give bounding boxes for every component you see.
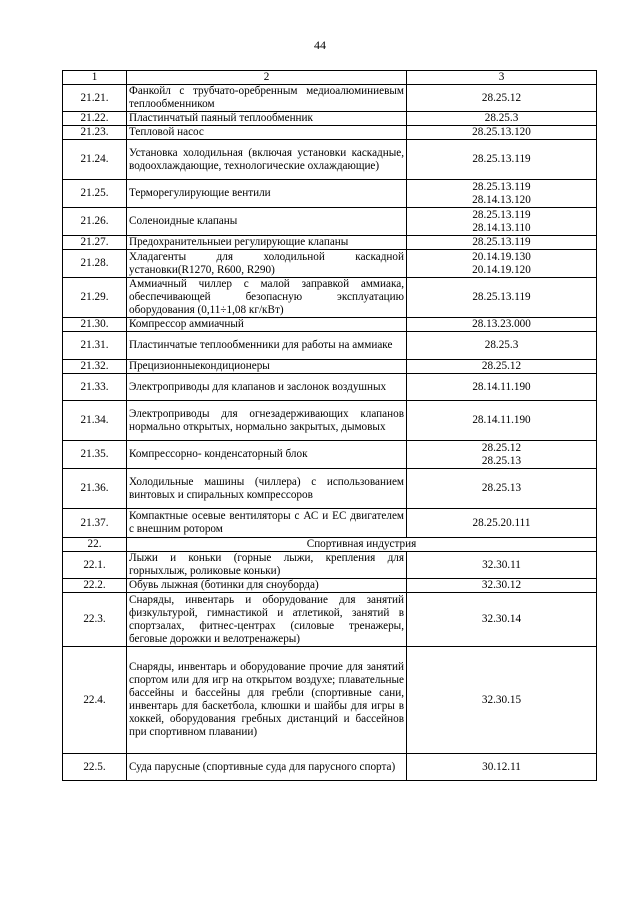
row-number: 21.26. bbox=[63, 208, 127, 236]
okpd-code: 28.25.3 bbox=[407, 332, 597, 360]
item-name: Прецизионныекондиционеры bbox=[127, 360, 407, 374]
okpd-code: 28.25.13.119 28.14.13.120 bbox=[407, 180, 597, 208]
row-number: 21.36. bbox=[63, 469, 127, 509]
row-number: 21.28. bbox=[63, 250, 127, 278]
row-number: 21.29. bbox=[63, 278, 127, 318]
table-row bbox=[63, 126, 597, 140]
okpd-code: 32.30.12 bbox=[407, 579, 597, 593]
item-name: Пластинчатые теплообменники для работы на аммиаке bbox=[127, 332, 407, 360]
okpd-code: 32.30.11 bbox=[407, 552, 597, 579]
okpd-code: 28.25.13.119 bbox=[407, 278, 597, 318]
table-row bbox=[63, 441, 597, 469]
item-name: Суда парусные (спортивные суда для парусного спорта) bbox=[127, 754, 407, 781]
row-number: 21.21. bbox=[63, 85, 127, 112]
item-name: Компрессорно- конденсаторный блок bbox=[127, 441, 407, 469]
okpd-code: 28.25.3 bbox=[407, 112, 597, 126]
table-row bbox=[63, 374, 597, 401]
item-name: Пластинчатый паяный теплообменник bbox=[127, 112, 407, 126]
row-number: 21.27. bbox=[63, 236, 127, 250]
okpd-code: 30.12.11 bbox=[407, 754, 597, 781]
item-name: Тепловой насос bbox=[127, 126, 407, 140]
table-row bbox=[63, 112, 597, 126]
item-name: Аммиачный чиллер с малой заправкой аммиака, обеспечивающей безопасную эксплуатацию оборудования (0,11÷1,08 кг/кВт) bbox=[127, 278, 407, 318]
item-name: Соленоидные клапаны bbox=[127, 208, 407, 236]
item-name: Снаряды, инвентарь и оборудование для занятий физкультурой, гимнастикой и атлетикой, занятий в спортзалах, фитнес-центрах (силовые тренажеры, беговые дорожки и велотренажеры) bbox=[127, 593, 407, 647]
item-name: Лыжи и коньки (горные лыжи, крепления для горныхлыж, роликовые коньки) bbox=[127, 552, 407, 579]
table-row bbox=[63, 180, 597, 208]
row-number: 22.2. bbox=[63, 579, 127, 593]
page-number: 44 bbox=[314, 38, 326, 52]
header-col-2: 2 bbox=[127, 71, 407, 85]
item-name: Электроприводы для клапанов и заслонок воздушных bbox=[127, 374, 407, 401]
row-number: 21.32. bbox=[63, 360, 127, 374]
okpd-code: 28.25.12 28.25.13 bbox=[407, 441, 597, 469]
row-number: 21.30. bbox=[63, 318, 127, 332]
okpd-code: 28.25.13.119 bbox=[407, 140, 597, 180]
header-col-1: 1 bbox=[63, 71, 127, 85]
row-number: 21.37. bbox=[63, 509, 127, 538]
table-row bbox=[63, 401, 597, 441]
table-row bbox=[63, 208, 597, 236]
okpd-code: 32.30.14 bbox=[407, 593, 597, 647]
row-number: 22.5. bbox=[63, 754, 127, 781]
table-row bbox=[63, 579, 597, 593]
row-number: 21.24. bbox=[63, 140, 127, 180]
classification-table bbox=[62, 70, 597, 781]
table-row bbox=[63, 140, 597, 180]
item-name: Фанкойл с трубчато-оребренным медиоалюминиевым теплообменником bbox=[127, 85, 407, 112]
okpd-code: 28.25.13.119 bbox=[407, 236, 597, 250]
row-number: 21.22. bbox=[63, 112, 127, 126]
table-row bbox=[63, 469, 597, 509]
row-number: 21.31. bbox=[63, 332, 127, 360]
item-name: Установка холодильная (включая установки каскадные, водоохлаждающие, технологические охлаждающие) bbox=[127, 140, 407, 180]
okpd-code: 28.14.11.190 bbox=[407, 374, 597, 401]
table-row bbox=[63, 250, 597, 278]
okpd-code: 28.25.13.119 28.14.13.110 bbox=[407, 208, 597, 236]
table-row bbox=[63, 318, 597, 332]
row-number: 21.23. bbox=[63, 126, 127, 140]
table-row bbox=[63, 85, 597, 112]
table-row bbox=[63, 647, 597, 754]
item-name: Холодильные машины (чиллера) с использованием винтовых и спиральных компрессоров bbox=[127, 469, 407, 509]
item-name: Предохранительныеи регулирующие клапаны bbox=[127, 236, 407, 250]
header-col-3: 3 bbox=[407, 71, 597, 85]
row-number: 21.35. bbox=[63, 441, 127, 469]
okpd-code: 28.25.20.111 bbox=[407, 509, 597, 538]
item-name: Снаряды, инвентарь и оборудование прочие для занятий спортом или для игр на открытом воздухе; плавательные бассейны и бассейны для гребли (спортивные сани, инвентарь для баскетбола, клюшки и шайбы для игры в хоккей, оборудования гребных дистанций и бассейнов при спортивном плавании) bbox=[127, 647, 407, 754]
table-row bbox=[63, 754, 597, 781]
okpd-code: 32.30.15 bbox=[407, 647, 597, 754]
okpd-code: 28.25.12 bbox=[407, 85, 597, 112]
table-row bbox=[63, 593, 597, 647]
okpd-code: 28.25.13 bbox=[407, 469, 597, 509]
okpd-code: 28.13.23.000 bbox=[407, 318, 597, 332]
table-row bbox=[63, 552, 597, 579]
table-row bbox=[63, 509, 597, 538]
section-row bbox=[63, 538, 597, 552]
item-name: Хладагенты для холодильной каскадной установки(R1270, R600, R290) bbox=[127, 250, 407, 278]
okpd-code: 28.14.11.190 bbox=[407, 401, 597, 441]
item-name: Компрессор аммиачный bbox=[127, 318, 407, 332]
table-row bbox=[63, 236, 597, 250]
item-name: Электроприводы для огнезадерживающих клапанов нормально открытых, нормально закрытых, дымовых bbox=[127, 401, 407, 441]
row-number: 22. bbox=[63, 538, 127, 552]
okpd-code: 20.14.19.130 20.14.19.120 bbox=[407, 250, 597, 278]
row-number: 21.33. bbox=[63, 374, 127, 401]
row-number: 22.4. bbox=[63, 647, 127, 754]
row-number: 22.3. bbox=[63, 593, 127, 647]
item-name: Обувь лыжная (ботинки для сноуборда) bbox=[127, 579, 407, 593]
row-number: 21.34. bbox=[63, 401, 127, 441]
row-number: 22.1. bbox=[63, 552, 127, 579]
item-name: Терморегулирующие вентили bbox=[127, 180, 407, 208]
item-name: Компактные осевые вентиляторы с АС и ЕС двигателем с внешним ротором bbox=[127, 509, 407, 538]
okpd-code: 28.25.13.120 bbox=[407, 126, 597, 140]
table-header-row bbox=[63, 71, 597, 85]
table-row bbox=[63, 332, 597, 360]
table-body bbox=[63, 71, 597, 781]
section-title: Спортивная индустрия bbox=[127, 538, 597, 552]
table-row bbox=[63, 278, 597, 318]
row-number: 21.25. bbox=[63, 180, 127, 208]
table-row bbox=[63, 360, 597, 374]
okpd-code: 28.25.12 bbox=[407, 360, 597, 374]
